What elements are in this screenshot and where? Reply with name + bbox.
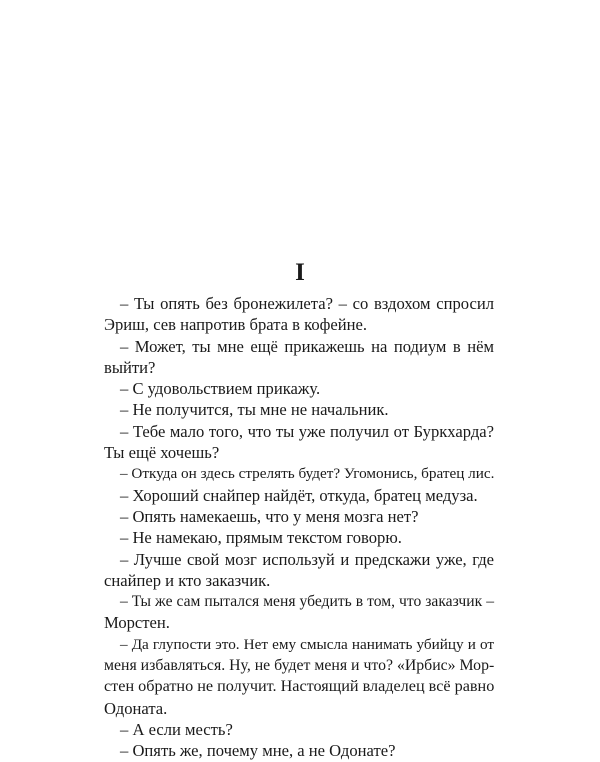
text-line: – Не получится, ты мне не начальник. bbox=[120, 400, 389, 420]
text-line: – Откуда он здесь стрелять будет? Угомонись, братец лис. bbox=[120, 465, 495, 483]
text-line: Ты ещё хочешь? bbox=[104, 443, 220, 463]
text-line: – Опять же, почему мне, а не Одонате? bbox=[120, 741, 396, 761]
text-line: – Тебе мало того, что ты уже получил от Буркхарда? bbox=[120, 421, 494, 441]
text-line: – Да глупости это. Нет ему смысла нанимать убийцу и от bbox=[120, 635, 494, 653]
text-line: – А если месть? bbox=[120, 719, 233, 739]
text-line: Морстен. bbox=[104, 613, 170, 633]
text-line: снайпер и кто заказчик. bbox=[104, 570, 271, 590]
text-line: – С удовольствием прикажу. bbox=[120, 379, 321, 399]
body-text bbox=[104, 293, 494, 762]
chapter-number: I bbox=[295, 259, 305, 286]
text-line: Одоната. bbox=[104, 698, 168, 718]
text-line: Эриш, сев напротив брата в кофейне. bbox=[104, 315, 368, 335]
text-line: – Ты же сам пытался меня убедить в том, что заказчик – bbox=[120, 593, 494, 611]
text-line: стен обратно не получит. Настоящий владелец всё равно bbox=[104, 677, 495, 696]
text-line: – Лучше свой мозг используй и предскажи уже, где bbox=[120, 549, 494, 569]
text-line: – Хороший снайпер найдёт, откуда, братец медуза. bbox=[120, 485, 478, 505]
text-line: выйти? bbox=[104, 357, 156, 377]
text-line: – Может, ты мне ещё прикажешь на подиум в нём bbox=[120, 336, 494, 356]
text-line: меня избавляться. Ну, не будет меня и что? «Ирбис» Мор- bbox=[104, 657, 495, 675]
text-line: – Ты опять без бронежилета? – со вздохом спросил bbox=[120, 294, 494, 313]
text-line: – Опять намекаешь, что у меня мозга нет? bbox=[120, 506, 419, 526]
text-line: – Не намекаю, прямым текстом говорю. bbox=[120, 528, 402, 548]
